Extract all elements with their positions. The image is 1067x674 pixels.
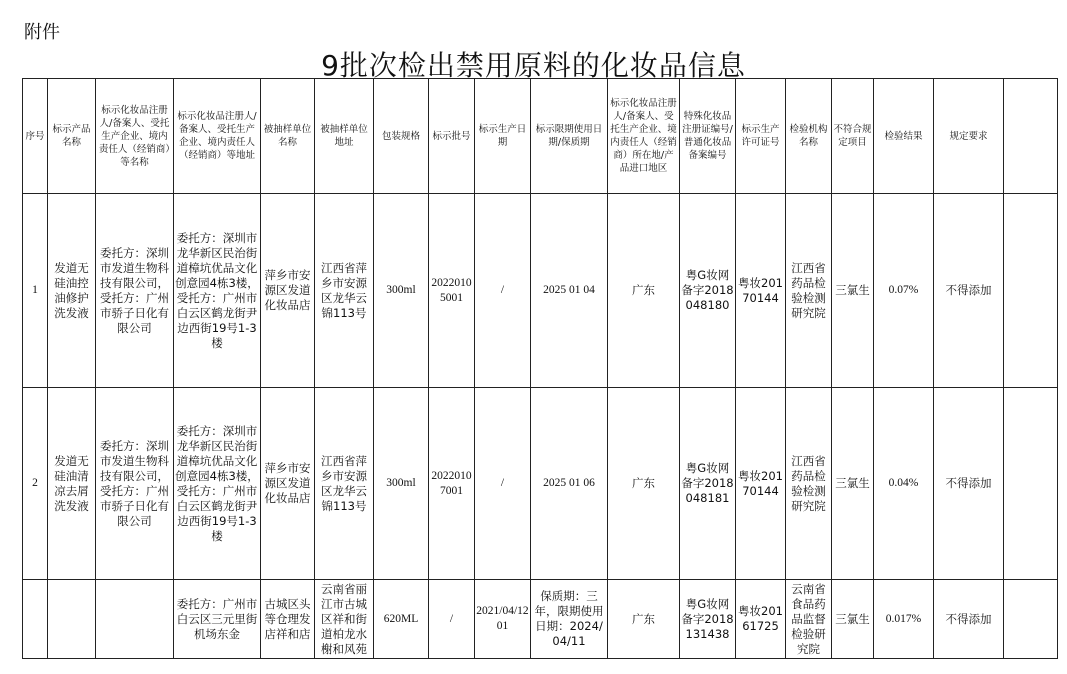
column-header: 标示生产日期 bbox=[475, 79, 531, 194]
cell-reg-no: 粤G妆网备字2018131438 bbox=[680, 580, 736, 659]
cell-empty bbox=[1004, 580, 1058, 659]
cell-sampled-address: 江西省萍乡市安源区龙华云锦113号 bbox=[315, 194, 374, 388]
cell-sampled-unit-text: 古城区头等仓理发店祥和店 bbox=[264, 596, 311, 641]
cell-batch: / bbox=[429, 580, 475, 659]
cell-item: 三氯生 bbox=[832, 194, 874, 388]
cell-institution: 江西省药品检验检测研究院 bbox=[786, 194, 832, 388]
column-header: 标示化妆品注册人/备案人、受托生产企业、境内责任人（经销商）等地址 bbox=[174, 79, 261, 194]
cell-sampled-unit: 萍乡市安源区发道化妆品店 bbox=[261, 388, 315, 580]
cell-package: 300ml bbox=[374, 194, 429, 388]
cell-item: 三氯生 bbox=[832, 580, 874, 659]
table-header-row bbox=[23, 79, 1058, 194]
cell-item: 三氯生 bbox=[832, 388, 874, 580]
column-header: 规定要求 bbox=[934, 79, 1004, 194]
column-header: 包装规格 bbox=[374, 79, 429, 194]
attachment-label: 附件 bbox=[24, 22, 60, 43]
column-header: 标示批号 bbox=[429, 79, 475, 194]
cell-entity-name: 委托方：深圳市发道生物科技有限公司，受托方：广州市骄子日化有限公司 bbox=[96, 388, 174, 580]
cell-license: 粤妆20170144 bbox=[736, 388, 786, 580]
cell-empty bbox=[1004, 388, 1058, 580]
cell-product bbox=[48, 580, 96, 659]
cell-entity-name: 委托方：深圳市发道生物科技有限公司，受托方：广州市骄子日化有限公司 bbox=[96, 194, 174, 388]
cell-product: 发道无硅油清凉去屑洗发液 bbox=[48, 388, 96, 580]
column-header: 检验机构名称 bbox=[786, 79, 832, 194]
page-title: 9批次检出禁用原料的化妆品信息 bbox=[321, 49, 746, 82]
column-header: 标示产品名称 bbox=[48, 79, 96, 194]
cell-institution: 云南省食品药品监督检验研究院 bbox=[786, 580, 832, 659]
cell-no: 2 bbox=[23, 388, 48, 580]
cell-reg-no: 粤G妆网备字2018048180 bbox=[680, 194, 736, 388]
column-header: 检验结果 bbox=[874, 79, 934, 194]
cell-entity-address: 委托方：深圳市龙华新区民治街道樟坑优品文化创意园4栋3楼，受托方：广州市白云区鹤龙街尹边西街19号1-3楼 bbox=[174, 194, 261, 388]
cell-sampled-unit bbox=[261, 580, 315, 659]
cell-batch: 20220107001 bbox=[429, 388, 475, 580]
cell-requirement: 不得添加 bbox=[934, 388, 1004, 580]
column-header: 标示化妆品注册人/备案人、受托生产企业、境内责任人（经销商）所在地/产品进口地区 bbox=[608, 79, 680, 194]
table-row bbox=[23, 388, 1058, 580]
cell-sampled-address: 江西省萍乡市安源区龙华云锦113号 bbox=[315, 388, 374, 580]
column-header: 被抽样单位名称 bbox=[261, 79, 315, 194]
column-header: 标示化妆品注册人/备案人、受托生产企业、境内责任人（经销商）等名称 bbox=[96, 79, 174, 194]
column-header: 标示生产许可证号 bbox=[736, 79, 786, 194]
cell-package: 620ML bbox=[374, 580, 429, 659]
cell-expiry: 保质期：三年，限期使用日期：2024/04/11 bbox=[531, 580, 608, 659]
cell-prod-date: / bbox=[475, 194, 531, 388]
cell-expiry: 2025 01 06 bbox=[531, 388, 608, 580]
cell-expiry: 2025 01 04 bbox=[531, 194, 608, 388]
cell-sampled-unit: 萍乡市安源区发道化妆品店 bbox=[261, 194, 315, 388]
column-header: 标示限期使用日期/保质期 bbox=[531, 79, 608, 194]
table-row bbox=[23, 194, 1058, 388]
table-row bbox=[23, 580, 1058, 659]
cell-region: 广东 bbox=[608, 388, 680, 580]
cell-license: 粤妆20161725 bbox=[736, 580, 786, 659]
column-header: 序号 bbox=[23, 79, 48, 194]
cell-entity-address: 委托方：深圳市龙华新区民治街道樟坑优品文化创意园4栋3楼，受托方：广州市白云区鹤龙街尹边西街19号1-3楼 bbox=[174, 388, 261, 580]
column-header: 特殊化妆品注册证编号/普通化妆品备案编号 bbox=[680, 79, 736, 194]
cell-prod-date: / bbox=[475, 388, 531, 580]
results-table bbox=[22, 78, 1058, 659]
cell-entity-name bbox=[96, 580, 174, 659]
cell-requirement: 不得添加 bbox=[934, 194, 1004, 388]
cell-requirement: 不得添加 bbox=[934, 580, 1004, 659]
cell-sampled-address-text: 云南省丽江市古城区祥和街道柏龙水榭和风苑 bbox=[321, 582, 367, 656]
column-header: 不符合规定项目 bbox=[832, 79, 874, 194]
cell-region: 广东 bbox=[608, 194, 680, 388]
cell-reg-no: 粤G妆网备字2018048181 bbox=[680, 388, 736, 580]
cell-institution: 江西省药品检验检测研究院 bbox=[786, 388, 832, 580]
cell-no: 1 bbox=[23, 194, 48, 388]
column-header: 被抽样单位 地址 bbox=[315, 79, 374, 194]
column-header bbox=[1004, 79, 1058, 194]
cell-result: 0.04% bbox=[874, 388, 934, 580]
cell-empty bbox=[1004, 194, 1058, 388]
cell-product: 发道无硅油控油修护洗发液 bbox=[48, 194, 96, 388]
cell-prod-date: 2021/04/1201 bbox=[475, 580, 531, 659]
cell-batch: 20220105001 bbox=[429, 194, 475, 388]
cell-no bbox=[23, 580, 48, 659]
cell-entity-address bbox=[174, 580, 261, 659]
cell-entity-address-text: 委托方：广州市白云区三元里街机场东金 bbox=[176, 596, 258, 641]
cell-region: 广东 bbox=[608, 580, 680, 659]
cell-sampled-address bbox=[315, 580, 374, 659]
cell-result: 0.017% bbox=[874, 580, 934, 659]
cell-package: 300ml bbox=[374, 388, 429, 580]
cell-license: 粤妆20170144 bbox=[736, 194, 786, 388]
cell-result: 0.07% bbox=[874, 194, 934, 388]
